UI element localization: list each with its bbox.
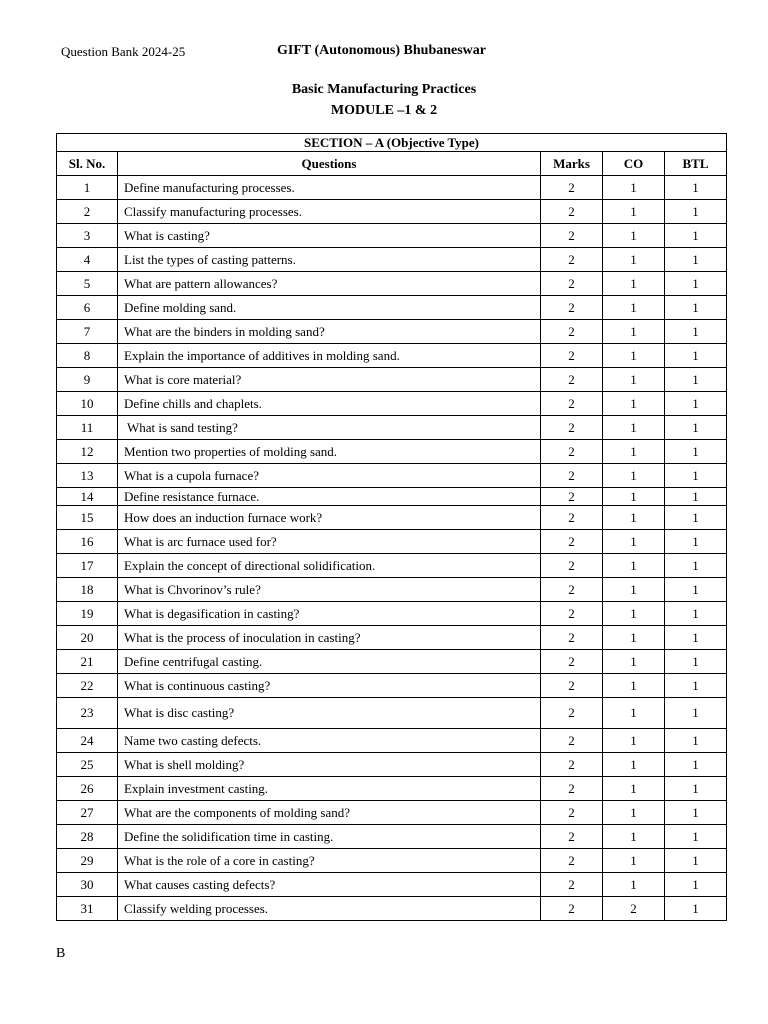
cell-sl-no: 4 (57, 248, 118, 272)
cell-sl-no: 10 (57, 392, 118, 416)
cell-sl-no: 7 (57, 320, 118, 344)
cell-co: 1 (603, 849, 665, 873)
cell-sl-no: 12 (57, 440, 118, 464)
table-row (57, 224, 727, 248)
column-header-co: CO (603, 152, 665, 176)
cell-marks: 2 (541, 440, 603, 464)
column-header-sl-no: Sl. No. (57, 152, 118, 176)
cell-sl-no: 14 (57, 488, 118, 506)
cell-marks: 2 (541, 578, 603, 602)
cell-marks: 2 (541, 200, 603, 224)
cell-co: 1 (603, 674, 665, 698)
cell-btl: 1 (665, 729, 727, 753)
cell-sl-no: 23 (57, 698, 118, 729)
cell-sl-no: 27 (57, 801, 118, 825)
cell-question: What is disc casting? (118, 698, 541, 729)
table-row (57, 698, 727, 729)
cell-sl-no: 2 (57, 200, 118, 224)
page-title: Basic Manufacturing Practices (291, 82, 477, 97)
cell-btl: 1 (665, 296, 727, 320)
cell-co: 1 (603, 272, 665, 296)
cell-sl-no: 18 (57, 578, 118, 602)
cell-sl-no: 28 (57, 825, 118, 849)
cell-question: Define manufacturing processes. (118, 176, 541, 200)
table-row (57, 392, 727, 416)
cell-btl: 1 (665, 344, 727, 368)
cell-btl: 1 (665, 176, 727, 200)
column-header-questions: Questions (118, 152, 541, 176)
cell-btl: 1 (665, 272, 727, 296)
cell-sl-no: 3 (57, 224, 118, 248)
cell-btl: 1 (665, 753, 727, 777)
table-row (57, 530, 727, 554)
cell-co: 1 (603, 416, 665, 440)
cell-marks: 2 (541, 392, 603, 416)
cell-btl: 1 (665, 200, 727, 224)
cell-question: Classify manufacturing processes. (118, 200, 541, 224)
cell-sl-no: 26 (57, 777, 118, 801)
cell-btl: 1 (665, 554, 727, 578)
cell-btl: 1 (665, 320, 727, 344)
cell-btl: 1 (665, 488, 727, 506)
table-row (57, 777, 727, 801)
cell-marks: 2 (541, 224, 603, 248)
cell-btl: 1 (665, 506, 727, 530)
cell-marks: 2 (541, 602, 603, 626)
cell-btl: 1 (665, 392, 727, 416)
cell-question: What is the role of a core in casting? (118, 849, 541, 873)
footer-text: B (56, 946, 66, 961)
cell-marks: 2 (541, 753, 603, 777)
cell-co: 1 (603, 224, 665, 248)
cell-co: 1 (603, 825, 665, 849)
cell-question: Define the solidification time in casting. (118, 825, 541, 849)
cell-question: What is Chvorinov’s rule? (118, 578, 541, 602)
cell-question: What is the process of inoculation in casting? (118, 626, 541, 650)
cell-sl-no: 8 (57, 344, 118, 368)
cell-marks: 2 (541, 801, 603, 825)
cell-question: What is a cupola furnace? (118, 464, 541, 488)
cell-sl-no: 17 (57, 554, 118, 578)
table-row (57, 272, 727, 296)
table-row (57, 753, 727, 777)
cell-marks: 2 (541, 416, 603, 440)
table-row (57, 488, 727, 506)
cell-co: 1 (603, 753, 665, 777)
cell-co: 1 (603, 578, 665, 602)
cell-question: Define chills and chaplets. (118, 392, 541, 416)
cell-marks: 2 (541, 626, 603, 650)
table-row (57, 176, 727, 200)
cell-question: What causes casting defects? (118, 873, 541, 897)
cell-sl-no: 13 (57, 464, 118, 488)
cell-btl: 1 (665, 777, 727, 801)
cell-sl-no: 19 (57, 602, 118, 626)
cell-btl: 1 (665, 464, 727, 488)
table-row (57, 729, 727, 753)
cell-question: Explain the importance of additives in molding sand. (118, 344, 541, 368)
table-row (57, 344, 727, 368)
cell-btl: 1 (665, 674, 727, 698)
cell-question: What is arc furnace used for? (118, 530, 541, 554)
table-row (57, 440, 727, 464)
table-row (57, 897, 727, 921)
cell-co: 1 (603, 320, 665, 344)
cell-marks: 2 (541, 368, 603, 392)
cell-marks: 2 (541, 554, 603, 578)
cell-marks: 2 (541, 272, 603, 296)
table-row (57, 674, 727, 698)
cell-btl: 1 (665, 416, 727, 440)
cell-btl: 1 (665, 801, 727, 825)
cell-btl: 1 (665, 440, 727, 464)
cell-question: What is sand testing? (118, 416, 541, 440)
cell-co: 1 (603, 729, 665, 753)
cell-btl: 1 (665, 530, 727, 554)
cell-co: 1 (603, 801, 665, 825)
cell-btl: 1 (665, 849, 727, 873)
cell-co: 1 (603, 344, 665, 368)
cell-co: 1 (603, 488, 665, 506)
cell-btl: 1 (665, 825, 727, 849)
cell-marks: 2 (541, 849, 603, 873)
cell-marks: 2 (541, 248, 603, 272)
table-row (57, 554, 727, 578)
cell-co: 1 (603, 650, 665, 674)
cell-question: Name two casting defects. (118, 729, 541, 753)
table-row (57, 320, 727, 344)
cell-marks: 2 (541, 873, 603, 897)
cell-co: 1 (603, 176, 665, 200)
cell-sl-no: 20 (57, 626, 118, 650)
cell-co: 1 (603, 602, 665, 626)
cell-marks: 2 (541, 176, 603, 200)
table-row (57, 200, 727, 224)
cell-question: Define molding sand. (118, 296, 541, 320)
cell-co: 1 (603, 626, 665, 650)
cell-co: 2 (603, 897, 665, 921)
cell-btl: 1 (665, 248, 727, 272)
column-header-btl: BTL (665, 152, 727, 176)
cell-question: What is continuous casting? (118, 674, 541, 698)
cell-sl-no: 1 (57, 176, 118, 200)
cell-co: 1 (603, 530, 665, 554)
cell-sl-no: 21 (57, 650, 118, 674)
table-row (57, 849, 727, 873)
cell-sl-no: 22 (57, 674, 118, 698)
cell-marks: 2 (541, 530, 603, 554)
cell-btl: 1 (665, 224, 727, 248)
table-row (57, 825, 727, 849)
table-row (57, 368, 727, 392)
cell-sl-no: 24 (57, 729, 118, 753)
table-row (57, 578, 727, 602)
cell-question: Explain the concept of directional solidification. (118, 554, 541, 578)
cell-co: 1 (603, 200, 665, 224)
table-row (57, 506, 727, 530)
cell-question: Mention two properties of molding sand. (118, 440, 541, 464)
table-row (57, 602, 727, 626)
cell-question: What is core material? (118, 368, 541, 392)
cell-question: What are pattern allowances? (118, 272, 541, 296)
cell-question: Define centrifugal casting. (118, 650, 541, 674)
question-rows (57, 176, 727, 921)
cell-marks: 2 (541, 296, 603, 320)
cell-question: What are the components of molding sand? (118, 801, 541, 825)
cell-sl-no: 5 (57, 272, 118, 296)
cell-marks: 2 (541, 464, 603, 488)
cell-co: 1 (603, 248, 665, 272)
table-row (57, 296, 727, 320)
cell-btl: 1 (665, 873, 727, 897)
cell-co: 1 (603, 440, 665, 464)
question-bank-label: Question Bank 2024-25 (61, 44, 186, 59)
cell-sl-no: 16 (57, 530, 118, 554)
table-row (57, 248, 727, 272)
cell-co: 1 (603, 392, 665, 416)
cell-question: Classify welding processes. (118, 897, 541, 921)
table-row (57, 464, 727, 488)
table-row (57, 650, 727, 674)
table-row (57, 873, 727, 897)
cell-co: 1 (603, 296, 665, 320)
cell-btl: 1 (665, 602, 727, 626)
cell-sl-no: 11 (57, 416, 118, 440)
question-table (56, 133, 727, 921)
cell-marks: 2 (541, 506, 603, 530)
cell-sl-no: 29 (57, 849, 118, 873)
table-row (57, 626, 727, 650)
cell-question: What are the binders in molding sand? (118, 320, 541, 344)
cell-marks: 2 (541, 729, 603, 753)
cell-marks: 2 (541, 777, 603, 801)
cell-marks: 2 (541, 674, 603, 698)
cell-co: 1 (603, 873, 665, 897)
cell-marks: 2 (541, 698, 603, 729)
cell-sl-no: 31 (57, 897, 118, 921)
cell-question: How does an induction furnace work? (118, 506, 541, 530)
cell-question: What is casting? (118, 224, 541, 248)
cell-btl: 1 (665, 626, 727, 650)
cell-marks: 2 (541, 320, 603, 344)
cell-question: List the types of casting patterns. (118, 248, 541, 272)
cell-sl-no: 6 (57, 296, 118, 320)
cell-co: 1 (603, 554, 665, 578)
cell-sl-no: 25 (57, 753, 118, 777)
cell-marks: 2 (541, 825, 603, 849)
cell-btl: 1 (665, 698, 727, 729)
cell-marks: 2 (541, 488, 603, 506)
cell-question: What is degasification in casting? (118, 602, 541, 626)
cell-marks: 2 (541, 897, 603, 921)
cell-co: 1 (603, 464, 665, 488)
institution-name: GIFT (Autonomous) Bhubaneswar (277, 43, 487, 58)
cell-btl: 1 (665, 897, 727, 921)
column-header-marks: Marks (541, 152, 603, 176)
cell-btl: 1 (665, 368, 727, 392)
cell-co: 1 (603, 368, 665, 392)
cell-question: Explain investment casting. (118, 777, 541, 801)
cell-question: What is shell molding? (118, 753, 541, 777)
module-subtitle: MODULE –1 & 2 (330, 103, 438, 118)
cell-question: Define resistance furnace. (118, 488, 541, 506)
table-row (57, 416, 727, 440)
table-row (57, 801, 727, 825)
cell-sl-no: 9 (57, 368, 118, 392)
cell-co: 1 (603, 698, 665, 729)
cell-btl: 1 (665, 578, 727, 602)
cell-marks: 2 (541, 650, 603, 674)
cell-marks: 2 (541, 344, 603, 368)
cell-sl-no: 30 (57, 873, 118, 897)
cell-btl: 1 (665, 650, 727, 674)
cell-sl-no: 15 (57, 506, 118, 530)
section-heading: SECTION – A (Objective Type) (57, 134, 727, 152)
cell-co: 1 (603, 777, 665, 801)
cell-co: 1 (603, 506, 665, 530)
